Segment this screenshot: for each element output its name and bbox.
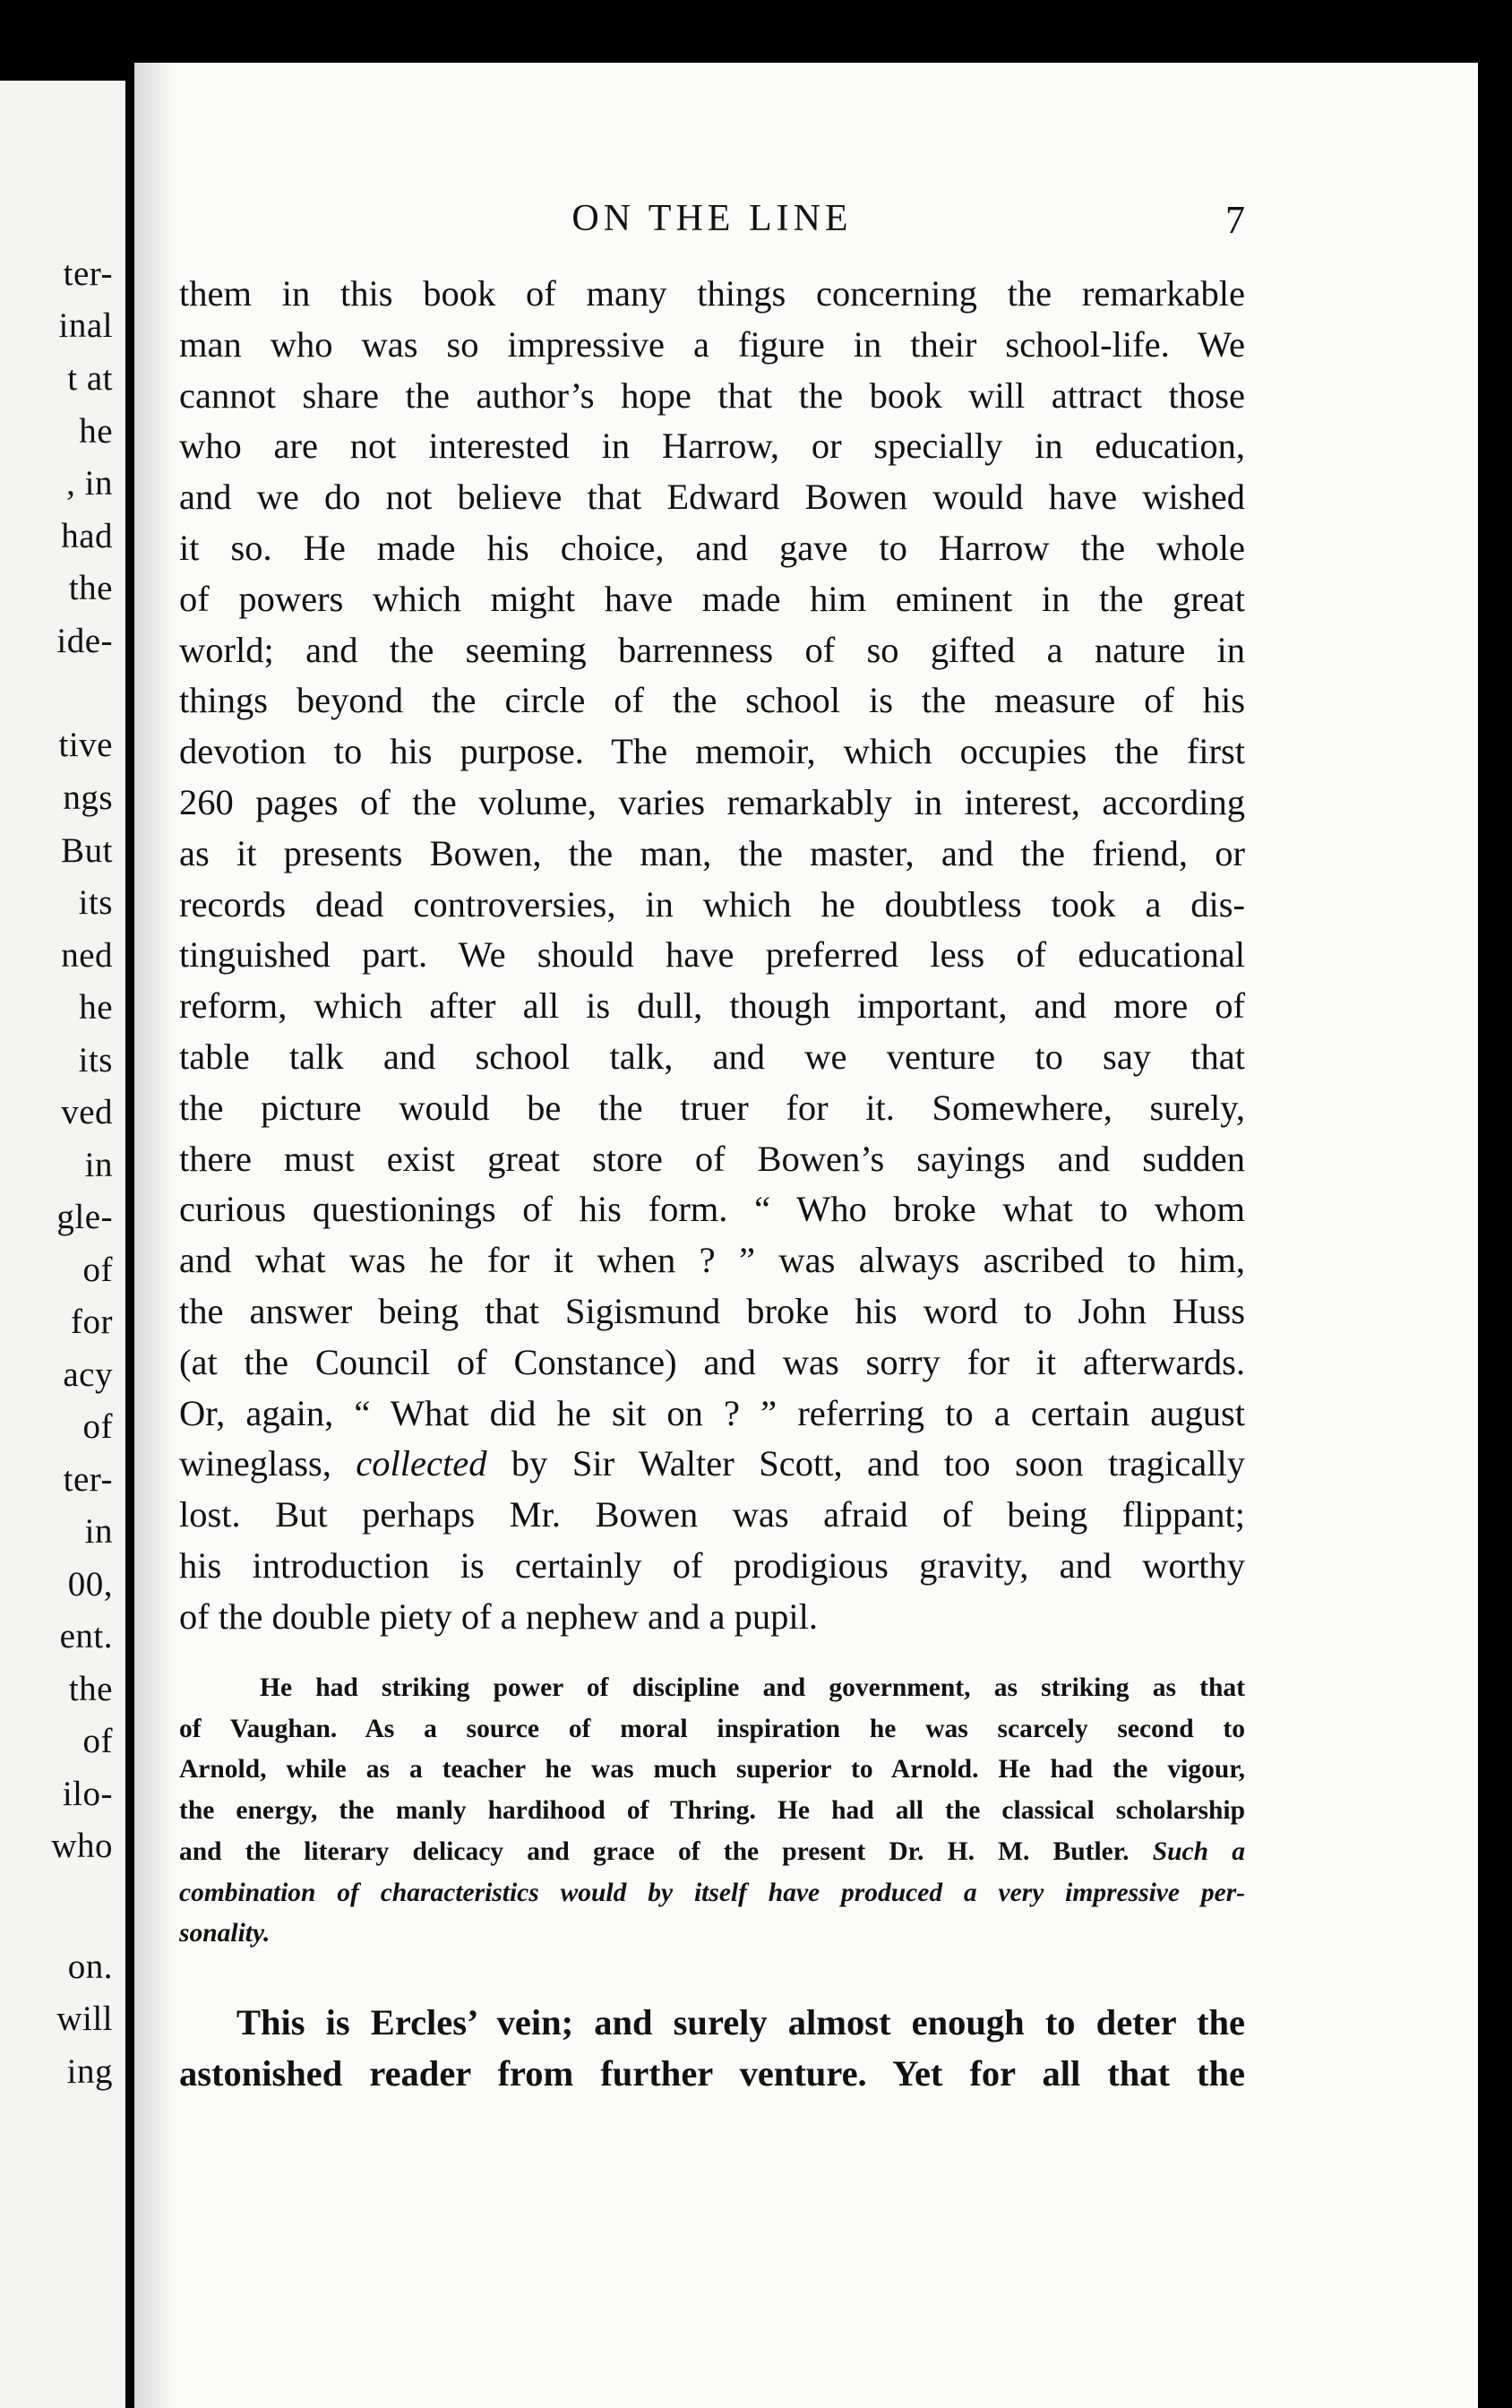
- quote-line: the energy, the manly hardihood of Thring. He had all the classical scholarship: [179, 1796, 1245, 1826]
- italic-text: sonality.: [179, 1919, 271, 1948]
- italic-text: Such a: [1152, 1836, 1245, 1866]
- text-line: curious questionings of his form. “ Who broke what to whom: [179, 1189, 1245, 1230]
- text-line: astonished reader from further venture. Yet for all that the: [179, 2052, 1245, 2094]
- text-line: This is Ercles’ vein; and surely almost enough to deter the: [236, 2002, 1245, 2042]
- body-paragraph: [179, 269, 1245, 1643]
- italic-text: collected: [356, 1443, 487, 1484]
- text-segment: by Sir Walter Scott, and too soon tragically: [486, 1443, 1245, 1484]
- left-fragment: ngs: [63, 778, 113, 817]
- quote-line: He had striking power of discipline and government, as striking as that: [260, 1673, 1245, 1702]
- text-line: [179, 1439, 1245, 1490]
- block-quote: [179, 1668, 1245, 1955]
- text-line: who are not interested in Harrow, or specially in education,: [179, 426, 1245, 467]
- quote-line: [179, 1914, 1245, 1955]
- text-line: of powers which might have made him eminent in the great: [179, 578, 1245, 619]
- left-fragment: ent.: [59, 1617, 113, 1656]
- text-line: devotion to his purpose. The memoir, which occupies the first: [179, 731, 1245, 772]
- left-fragment: tive: [58, 726, 113, 764]
- left-fragment: ing: [66, 2052, 113, 2091]
- text-line: there must exist great store of Bowen’s sayings and sudden: [179, 1138, 1245, 1179]
- text-line: 260 pages of the volume, varies remarkably in interest, according: [179, 781, 1245, 822]
- text-segment: and the literary delicacy and grace of the present Dr. H. M. Butler.: [179, 1836, 1153, 1866]
- text-line: the answer being that Sigismund broke his word to John Huss: [179, 1290, 1245, 1331]
- left-fragment: on.: [67, 1948, 113, 1986]
- page-header: [179, 197, 1245, 251]
- text-line: (at the Council of Constance) and was sorry for it afterwards.: [179, 1341, 1245, 1382]
- text-line: of the double piety of a nephew and a pupil.: [179, 1595, 819, 1637]
- text-line: reform, which after all is dull, though important, and more of: [179, 985, 1245, 1027]
- adjacent-page-fragment: [0, 81, 125, 2408]
- text-line: the picture would be the truer for it. Somewhere, surely,: [179, 1087, 1245, 1128]
- left-fragment: in: [84, 1512, 113, 1551]
- text-line: world; and the seeming barrenness of so gifted a nature in: [179, 629, 1245, 670]
- text-line: them in this book of many things concerning the remarkable: [179, 273, 1245, 314]
- running-head: ON THE LINE: [571, 198, 853, 239]
- left-fragment: ned: [61, 936, 113, 975]
- left-fragment: in: [84, 1146, 113, 1184]
- quote-line: [179, 1832, 1245, 1873]
- quote-line: Arnold, while as a teacher he was much superior to Arnold. He had the vigour,: [179, 1755, 1245, 1784]
- left-fragment: gle-: [56, 1198, 113, 1236]
- quote-line: of Vaughan. As a source of moral inspiration he was scarcely second to: [179, 1714, 1245, 1743]
- text-line: lost. But perhaps Mr. Bowen was afraid of being flippant;: [179, 1494, 1245, 1535]
- text-line: Or, again, “ What did he sit on ? ” referring to a certain august: [179, 1392, 1245, 1433]
- text-line: table talk and school talk, and we venture to say that: [179, 1036, 1245, 1077]
- page-shadow: [134, 63, 175, 2408]
- text-line: his introduction is certainly of prodigious gravity, and worthy: [179, 1544, 1245, 1586]
- italic-text: combination of characteristics would by itself have produced a very impressive per-: [179, 1878, 1245, 1907]
- left-fragment: ilo-: [62, 1775, 113, 1813]
- left-fragment: who: [51, 1827, 113, 1865]
- left-fragment: had: [61, 517, 113, 555]
- closing-paragraph: [179, 1998, 1245, 2100]
- quote-line: [179, 1873, 1245, 1914]
- left-fragment: the: [68, 1670, 113, 1708]
- left-fragment: he: [79, 412, 113, 451]
- left-fragment: ter-: [63, 1460, 113, 1499]
- left-fragment: of: [82, 1251, 113, 1289]
- left-fragment: ved: [61, 1093, 113, 1131]
- text-line: and what was he for it when ? ” was always ascribed to him,: [179, 1240, 1245, 1281]
- left-fragment: he: [79, 988, 113, 1027]
- text-line: tinguished part. We should have preferred less of educational: [179, 934, 1245, 976]
- scan-border: [1478, 0, 1512, 2408]
- text-line: man who was so impressive a figure in their school-life. We: [179, 323, 1245, 365]
- left-fragment: 00,: [67, 1565, 113, 1604]
- left-fragment: inal: [58, 306, 113, 345]
- left-fragment: ide-: [56, 622, 113, 660]
- text-line: it so. He made his choice, and gave to Harrow the whole: [179, 527, 1245, 568]
- left-fragment: of: [82, 1407, 113, 1446]
- text-line: things beyond the circle of the school is the measure of his: [179, 680, 1245, 721]
- text-line: as it presents Bowen, the man, the master, and the friend, or: [179, 832, 1245, 873]
- text-line: records dead controversies, in which he doubtless took a dis-: [179, 883, 1245, 924]
- left-fragment: its: [78, 1041, 113, 1079]
- left-fragment: t at: [67, 359, 113, 398]
- left-fragment: ter-: [63, 254, 113, 293]
- left-fragment: acy: [63, 1355, 113, 1394]
- text-line: and we do not believe that Edward Bowen would have wished: [179, 477, 1245, 518]
- left-fragment: for: [71, 1303, 113, 1341]
- text-segment: wineglass,: [179, 1443, 357, 1484]
- left-fragment: will: [56, 2000, 113, 2038]
- left-fragment: of: [82, 1722, 113, 1760]
- page-number: 7: [1225, 198, 1245, 242]
- left-fragment: its: [78, 883, 113, 922]
- left-fragment: , in: [66, 464, 113, 503]
- text-line: cannot share the author’s hope that the book will attract those: [179, 374, 1245, 416]
- left-fragment: the: [68, 569, 113, 607]
- left-fragment: But: [61, 831, 113, 870]
